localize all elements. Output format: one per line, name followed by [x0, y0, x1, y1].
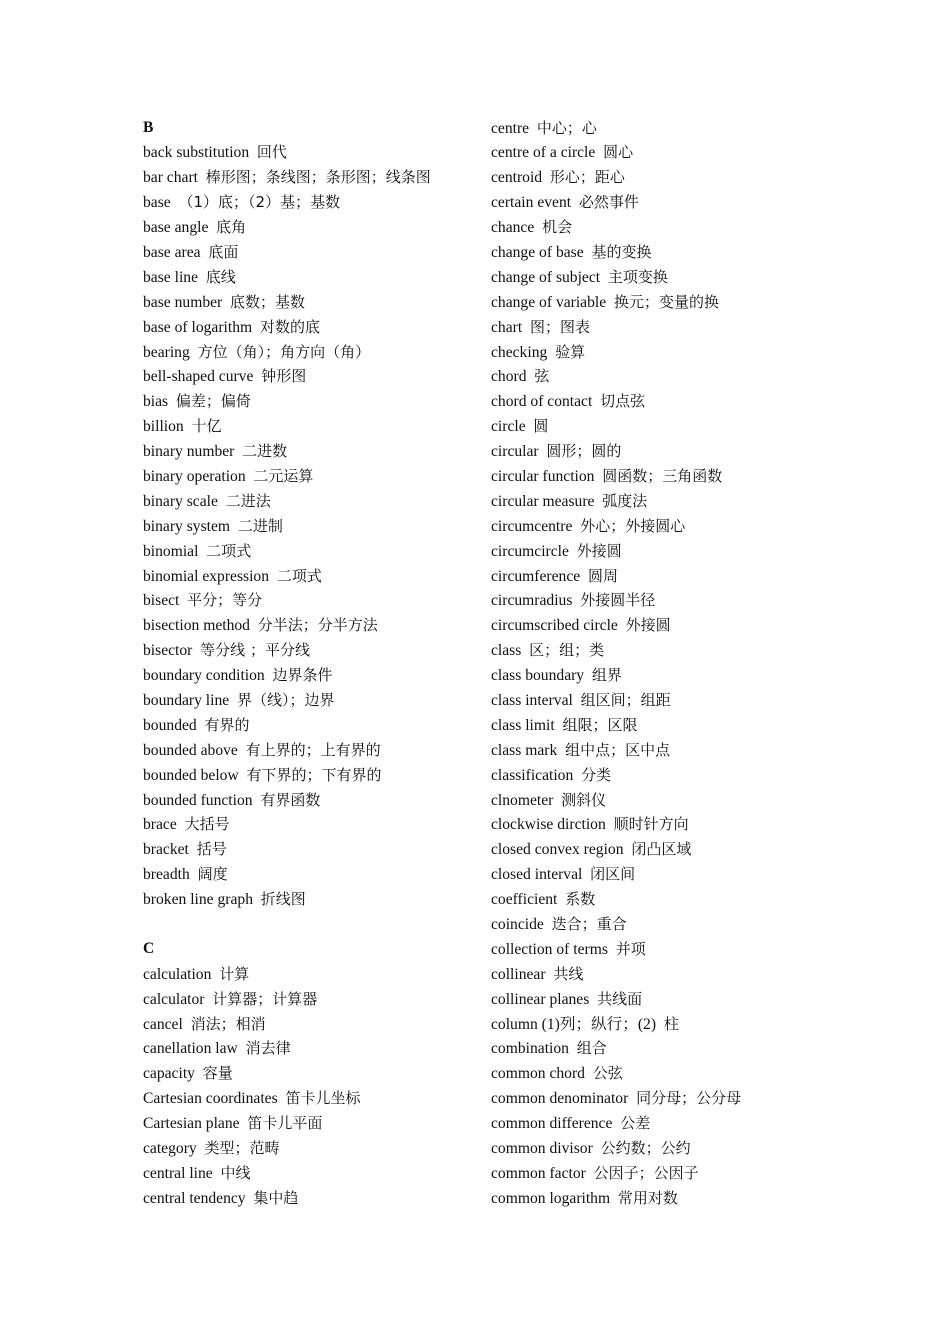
- glossary-entry: [491, 812, 911, 837]
- term-chinese: 十亿: [191, 417, 222, 436]
- glossary-entry: [491, 564, 911, 589]
- section-heading-b: B: [143, 118, 154, 136]
- term-english: column (1)列；纵行；(2): [491, 1015, 657, 1033]
- term-english: bisection method: [143, 617, 250, 635]
- term-chinese: 分半法；分半方法: [257, 616, 378, 635]
- term-english: base: [143, 194, 171, 212]
- term-english: closed interval: [491, 866, 583, 884]
- term-chinese: 主项变换: [607, 267, 668, 286]
- term-chinese: 圆形；圆的: [546, 442, 622, 461]
- term-english: central tendency: [143, 1189, 246, 1207]
- term-chinese: 外心；外接圆心: [580, 516, 686, 535]
- glossary-entry: [143, 464, 483, 489]
- term-chinese: 有界函数: [260, 790, 321, 809]
- term-english: collinear: [491, 965, 546, 983]
- term-chinese: 方位（角）；角方向（角）: [197, 342, 371, 361]
- term-chinese: 底角: [216, 218, 247, 237]
- glossary-entry: [491, 265, 911, 290]
- term-chinese: 有上界的；上有界的: [245, 740, 381, 759]
- term-chinese: 并项: [615, 939, 646, 958]
- term-chinese: 计算: [219, 964, 250, 983]
- term-english: base number: [143, 293, 223, 311]
- term-chinese: 阔度: [197, 865, 228, 884]
- term-chinese: 平分；等分: [187, 591, 263, 610]
- term-chinese: （1）底；（2）基；基数: [178, 193, 341, 212]
- glossary-entry: [491, 1111, 911, 1136]
- term-chinese: 圆心: [603, 143, 634, 162]
- term-chinese: 大括号: [184, 815, 230, 834]
- term-chinese: 顺时针方向: [613, 815, 689, 834]
- glossary-entry: [491, 464, 911, 489]
- section-heading-c: C: [143, 939, 155, 957]
- term-english: circumscribed circle: [491, 617, 618, 635]
- glossary-entry: [143, 1111, 483, 1136]
- glossary-entry: [143, 738, 483, 763]
- glossary-entry: [143, 663, 483, 688]
- term-english: common difference: [491, 1115, 613, 1133]
- term-chinese: 底面: [208, 242, 239, 261]
- term-chinese: 分类: [581, 765, 612, 784]
- glossary-entry: [143, 215, 483, 240]
- glossary-entry: [143, 315, 483, 340]
- term-english: class interval: [491, 691, 573, 709]
- glossary-entry: [143, 688, 483, 713]
- glossary-entry: [491, 489, 911, 514]
- term-chinese: 二进数: [242, 442, 288, 461]
- term-english: binary operation: [143, 467, 246, 485]
- glossary-entry: [491, 140, 911, 165]
- glossary-entry: [143, 887, 483, 912]
- glossary-entry: [143, 364, 483, 389]
- term-english: chance: [491, 219, 535, 237]
- glossary-entry: [491, 190, 911, 215]
- term-english: clockwise dirction: [491, 816, 606, 834]
- glossary-entry: [491, 638, 911, 663]
- glossary-entry: [491, 165, 911, 190]
- term-english: bias: [143, 393, 169, 411]
- glossary-entry: [143, 638, 483, 663]
- glossary-entry: [143, 987, 483, 1012]
- term-chinese: 等分线 ；平分线: [200, 641, 310, 660]
- term-chinese: 边界条件: [272, 666, 333, 685]
- term-chinese: 公约数；公约: [600, 1139, 691, 1158]
- term-chinese: 钟形图: [261, 367, 307, 386]
- glossary-entry: [143, 265, 483, 290]
- glossary-entry: [491, 987, 911, 1012]
- term-chinese: 共线: [553, 964, 584, 983]
- glossary-entry: [491, 788, 911, 813]
- term-english: circumradius: [491, 592, 573, 610]
- term-chinese: 消去律: [245, 1039, 291, 1058]
- glossary-entry: [143, 190, 483, 215]
- term-chinese: 换元；变量的换: [613, 292, 719, 311]
- term-chinese: 切点弦: [600, 392, 646, 411]
- term-chinese: 圆函数；三角函数: [602, 466, 723, 485]
- glossary-entry: [143, 812, 483, 837]
- term-chinese: 二项式: [206, 541, 252, 560]
- term-chinese: 消法；相消: [190, 1014, 266, 1033]
- glossary-entry: [491, 862, 911, 887]
- glossary-entry: [491, 837, 911, 862]
- glossary-entry: [143, 1186, 483, 1211]
- glossary-entry: [491, 663, 911, 688]
- term-english: bisector: [143, 642, 193, 660]
- glossary-entry: [491, 290, 911, 315]
- term-english: coincide: [491, 916, 544, 933]
- term-chinese: 外接圆: [576, 541, 622, 560]
- glossary-entry: [143, 1036, 483, 1061]
- term-english: change of subject: [491, 268, 601, 286]
- glossary-entry: [143, 713, 483, 738]
- glossary-entry: [491, 340, 911, 365]
- term-chinese: 计算器；计算器: [212, 989, 318, 1008]
- term-english: bounded below: [143, 766, 239, 784]
- term-english: base of logarithm: [143, 318, 253, 336]
- term-english: change of variable: [491, 293, 607, 311]
- term-english: cancel: [143, 1015, 183, 1033]
- term-english: bounded: [143, 716, 197, 734]
- term-english: billion: [143, 418, 184, 436]
- term-english: classification: [491, 766, 574, 784]
- glossary-entry: [143, 588, 483, 613]
- term-chinese: 测斜仪: [561, 790, 607, 809]
- glossary-entry: [491, 912, 911, 937]
- glossary-entry: [143, 1012, 483, 1037]
- term-english: binary scale: [143, 492, 218, 510]
- term-english: class boundary: [491, 667, 585, 685]
- term-english: circular function: [491, 467, 595, 485]
- term-chinese: 回代: [256, 143, 287, 162]
- term-english: circular: [491, 443, 539, 461]
- glossary-entry: [491, 613, 911, 638]
- term-chinese: 公差: [620, 1114, 651, 1133]
- term-english: collection of terms: [491, 940, 608, 958]
- term-english: calculator: [143, 990, 205, 1008]
- glossary-entry: [491, 1012, 911, 1037]
- term-chinese: 常用对数: [617, 1188, 678, 1207]
- term-chinese: 笛卡儿坐标: [285, 1089, 361, 1108]
- term-chinese: 二进法: [225, 491, 271, 510]
- term-chinese: 外接圆: [625, 616, 671, 635]
- glossary-entry: [491, 1186, 911, 1211]
- glossary-entry: [143, 514, 483, 539]
- term-english: capacity: [143, 1065, 195, 1083]
- term-chinese: 公弦: [592, 1064, 623, 1083]
- term-english: combination: [491, 1040, 569, 1058]
- term-english: breadth: [143, 866, 190, 884]
- term-english: circumcircle: [491, 542, 569, 560]
- term-chinese: 形心；距心: [549, 168, 625, 187]
- glossary-entry: [143, 439, 483, 464]
- glossary-entry: [143, 140, 483, 165]
- glossary-entry: [491, 1061, 911, 1086]
- term-english: checking: [491, 343, 548, 361]
- term-chinese: 机会: [542, 218, 573, 237]
- term-chinese: 组界: [591, 666, 622, 685]
- term-english: Cartesian coordinates: [143, 1090, 278, 1108]
- glossary-entry: [143, 414, 483, 439]
- term-chinese: 共线面: [597, 989, 643, 1008]
- term-english: change of base: [491, 243, 584, 261]
- term-english: bounded above: [143, 741, 238, 759]
- glossary-entry: [491, 937, 911, 962]
- term-english: brace: [143, 816, 177, 834]
- glossary-entry: [491, 688, 911, 713]
- term-chinese: 折线图: [260, 890, 306, 909]
- term-english: back substitution: [143, 144, 250, 162]
- term-english: category: [143, 1140, 197, 1158]
- term-chinese: 验算: [555, 342, 586, 361]
- term-chinese: 二元运算: [253, 466, 314, 485]
- term-chinese: 偏差；偏倚: [175, 392, 251, 411]
- glossary-entry: [143, 564, 483, 589]
- term-chinese: 圆: [533, 417, 549, 436]
- glossary-entry: [491, 439, 911, 464]
- glossary-column-left: [143, 116, 483, 1211]
- glossary-entry: [143, 1061, 483, 1086]
- glossary-entry: [143, 340, 483, 365]
- term-chinese: 容量: [202, 1064, 233, 1083]
- term-english: bar chart: [143, 169, 198, 187]
- term-english: chord of contact: [491, 393, 593, 411]
- term-english: chord: [491, 368, 527, 386]
- term-english: base area: [143, 243, 201, 261]
- term-english: certain event: [491, 194, 572, 212]
- term-chinese: 必然事件: [578, 193, 639, 212]
- term-english: common factor: [491, 1164, 586, 1182]
- term-chinese: 组中点；区中点: [565, 740, 671, 759]
- term-chinese: 有界的: [204, 715, 250, 734]
- term-english: class limit: [491, 716, 555, 734]
- glossary-entry: [491, 1036, 911, 1061]
- term-english: coefficient: [491, 891, 558, 909]
- glossary-entry: [491, 962, 911, 987]
- glossary-entry: [491, 738, 911, 763]
- term-chinese: 闭凸区域: [631, 840, 692, 859]
- glossary-entry: [491, 389, 911, 414]
- term-chinese: 同分母；公分母: [636, 1089, 742, 1108]
- glossary-entry: [143, 837, 483, 862]
- glossary-entry: [143, 539, 483, 564]
- glossary-entry: [491, 315, 911, 340]
- term-english: class: [491, 642, 522, 660]
- term-chinese: 组限；区限: [562, 715, 638, 734]
- term-english: class mark: [491, 741, 558, 759]
- section-spacer: [143, 912, 483, 937]
- glossary-entry: [491, 116, 911, 141]
- term-english: centroid: [491, 169, 543, 187]
- term-english: bisect: [143, 592, 180, 610]
- term-chinese: 有下界的；下有界的: [246, 765, 382, 784]
- glossary-entry: [491, 514, 911, 539]
- term-english: bearing: [143, 343, 190, 361]
- term-chinese: 闭区间: [590, 865, 636, 884]
- term-english: common denominator: [491, 1090, 629, 1108]
- glossary-entry: [143, 489, 483, 514]
- glossary-column-right: [491, 116, 911, 1211]
- glossary-entry: [491, 588, 911, 613]
- term-chinese: 二进制: [237, 516, 283, 535]
- term-english: centre: [491, 119, 530, 137]
- term-chinese: 括号: [196, 840, 227, 859]
- glossary-entry: [491, 1161, 911, 1186]
- term-english: common divisor: [491, 1140, 593, 1158]
- glossary-entry: [491, 414, 911, 439]
- term-english: clnometer: [491, 791, 554, 809]
- term-english: broken line graph: [143, 891, 253, 909]
- term-chinese: 组区间；组距: [580, 690, 671, 709]
- term-chinese: 类型；范畴: [204, 1139, 280, 1158]
- term-english: circumference: [491, 567, 581, 585]
- glossary-entry: [491, 539, 911, 564]
- term-english: circle: [491, 418, 526, 436]
- glossary-entry: [143, 290, 483, 315]
- term-chinese: 区；组；类: [529, 641, 605, 660]
- term-chinese: 组合: [576, 1039, 607, 1058]
- term-chinese: 弧度法: [602, 491, 648, 510]
- term-english: chart: [491, 318, 523, 336]
- term-chinese: 公因子；公因子: [593, 1163, 699, 1182]
- term-chinese: 中心；心: [536, 118, 597, 137]
- term-english: common logarithm: [491, 1189, 611, 1207]
- term-english: bounded function: [143, 791, 253, 809]
- glossary-entry: [143, 862, 483, 887]
- term-english: bracket: [143, 841, 189, 859]
- glossary-entry: [143, 240, 483, 265]
- term-english: common chord: [491, 1065, 585, 1083]
- glossary-entry: [491, 364, 911, 389]
- term-english: boundary condition: [143, 667, 265, 685]
- glossary-entry: [143, 389, 483, 414]
- term-chinese: 笛卡儿平面: [247, 1114, 323, 1133]
- term-chinese: 基的变换: [591, 242, 652, 261]
- term-chinese: 界（线）；边界: [236, 690, 335, 709]
- term-chinese: 图；图表: [529, 317, 590, 336]
- term-english: canellation law: [143, 1040, 238, 1058]
- glossary-entry: [491, 1086, 911, 1111]
- term-english: central line: [143, 1164, 213, 1182]
- term-chinese: 棒形图；条线图；条形图；线条图: [205, 168, 431, 187]
- term-english: binary number: [143, 443, 235, 461]
- term-chinese: 二项式: [276, 566, 322, 585]
- term-chinese: 对数的底: [259, 317, 320, 336]
- glossary-entry: [143, 962, 483, 987]
- term-english: circular measure: [491, 492, 595, 510]
- term-chinese: 中线: [220, 1163, 251, 1182]
- term-english: circumcentre: [491, 517, 573, 535]
- glossary-entry: [143, 165, 483, 190]
- term-english: centre of a circle: [491, 144, 596, 162]
- term-english: binomial expression: [143, 567, 270, 585]
- term-chinese: 圆周: [587, 566, 618, 585]
- glossary-entry: [491, 1136, 911, 1161]
- term-chinese: 系数: [565, 890, 596, 909]
- term-english: base line: [143, 268, 198, 286]
- glossary-entry: [491, 240, 911, 265]
- term-english: base angle: [143, 219, 209, 237]
- term-chinese: 底数；基数: [230, 292, 306, 311]
- term-english: collinear planes: [491, 990, 590, 1008]
- term-english: calculation: [143, 965, 212, 983]
- glossary-entry: [143, 1161, 483, 1186]
- term-chinese: 底线: [205, 267, 236, 286]
- term-chinese: 外接圆半径: [580, 591, 656, 610]
- glossary-entry: [491, 763, 911, 788]
- glossary-entry: [143, 788, 483, 813]
- glossary-entry: [143, 613, 483, 638]
- glossary-entry: [491, 887, 911, 912]
- glossary-entry: [143, 763, 483, 788]
- term-chinese: 弦: [534, 367, 550, 386]
- term-chinese: 集中趋: [253, 1188, 299, 1207]
- glossary-entry: [143, 1136, 483, 1161]
- glossary-entry: [491, 215, 911, 240]
- glossary-entry: [143, 1086, 483, 1111]
- term-english: binary system: [143, 517, 231, 535]
- term-english: boundary line: [143, 691, 230, 709]
- term-chinese: 迭合；重合: [551, 915, 627, 933]
- term-chinese: 柱: [663, 1014, 679, 1033]
- term-english: Cartesian plane: [143, 1115, 240, 1133]
- term-english: closed convex region: [491, 841, 624, 859]
- term-english: binomial: [143, 542, 199, 560]
- term-english: bell-shaped curve: [143, 368, 254, 386]
- glossary-entry: [491, 713, 911, 738]
